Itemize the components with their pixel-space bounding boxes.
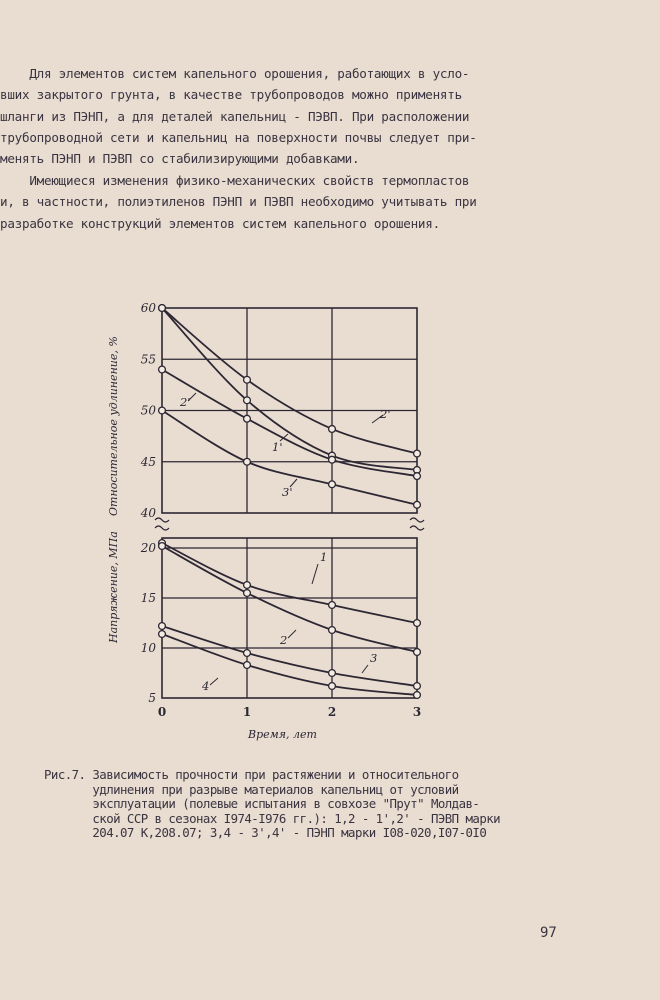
series-label: 4 [202,679,210,693]
data-point [159,407,166,414]
series-label: 3 [370,651,378,665]
caption-line: Рис.7. Зависимость прочности при растяжении и относительного [44,767,459,782]
data-point [414,473,421,480]
data-point [329,602,336,609]
label-leader-line [312,564,318,584]
text-line: разработке конструкций элементов систем капельного орошения. [0,215,440,231]
data-point [414,450,421,457]
data-point [244,590,251,597]
series-label: 2' [180,395,191,409]
data-point [414,649,421,656]
chart-series [159,305,421,699]
y-tick-label: 15 [140,591,156,605]
data-point [244,582,251,589]
x-tick-label: 0 [157,705,167,719]
label-leader-line [288,630,296,638]
series-line [162,543,417,623]
data-point [329,683,336,690]
series-line [162,308,417,470]
x-tick-label: 1 [242,705,252,719]
series-label: 1 [320,550,328,564]
text-line: и, в частности, полиэтиленов ПЭНП и ПЭВП необходимо учитывать при [0,194,477,210]
data-point [159,543,166,550]
caption-line: удлинения при разрыве материалов капельниц от условий [44,781,459,797]
series-label: 1' [272,440,283,454]
axis-break-mark [410,518,424,522]
y-tick-label: 60 [140,301,156,315]
chart-grid [155,308,424,698]
paragraph-1 [0,63,477,169]
y-tick-label: 20 [140,541,156,555]
text-line: Имеющиеся изменения физико-механических свойств термопластов [0,173,470,188]
text-line: трубопроводной сети и капельниц на поверхности почвы следует при- [0,129,477,145]
y-tick-label: 10 [140,641,156,655]
text-line: шланги из ПЭНП, а для деталей капельниц - ПЭВП. При расположении [0,108,470,124]
data-point [159,631,166,638]
data-point [244,415,251,422]
data-point [244,662,251,669]
data-point [329,426,336,433]
text-line: менять ПЭНП и ПЭВП со стабилизирующими добавками. [0,151,360,167]
y-axis-label-lower: Напряжение, МПа [107,531,120,643]
y-tick-label: 45 [140,454,156,469]
page-number: 97 [540,925,557,941]
data-point [329,456,336,463]
y-tick-label: 50 [140,403,156,418]
series-label: 2 [280,633,288,647]
caption-line: ской ССР в сезонах I974-I976 гг.): 1,2 - 1',2' - ПЭВП марки [44,810,501,826]
data-point [329,670,336,677]
y-tick-label: 55 [140,352,156,367]
series-label: 2' [380,407,391,421]
data-point [414,620,421,627]
data-point [414,501,421,508]
data-point [329,627,336,634]
x-tick-label: 3 [412,705,422,719]
paragraph-2 [0,170,477,234]
y-tick-label: 40 [140,506,156,520]
data-point [414,683,421,690]
label-leader-line [362,665,368,673]
data-point [244,376,251,383]
axis-break-mark [410,526,424,530]
data-point [414,692,421,699]
data-point [159,305,166,312]
y-axis-label-upper: Относительное удлинение, % [107,336,120,516]
label-leader-line [210,678,218,685]
data-point [244,397,251,404]
data-point [329,481,336,488]
data-point [159,366,166,373]
axis-break-mark [155,526,169,530]
x-tick-label: 2 [327,705,337,719]
data-point [159,623,166,630]
figure-chart [100,288,430,758]
chart-tick-labels [140,301,421,719]
figure-caption [44,768,644,841]
series-label: 3' [282,485,293,499]
text-line: Для элементов систем капельного орошения, работающих в усло- [0,66,470,81]
data-point [244,458,251,465]
caption-line: эксплуатации (полевые испытания в совхозе "Прут" Молдав- [44,796,480,812]
axis-break-mark [155,518,169,522]
panel-frame [162,538,417,698]
y-tick-label: 5 [148,691,156,705]
data-point [244,650,251,657]
text-line: вших закрытого грунта, в качестве трубопроводов можно применять [0,87,462,103]
series-line [162,370,417,477]
caption-line: 204.07 К,208.07; 3,4 - 3',4' - ПЭНП марки I08-020,I07-0I0 [44,825,487,841]
x-axis-label: Время, лет [248,728,317,741]
